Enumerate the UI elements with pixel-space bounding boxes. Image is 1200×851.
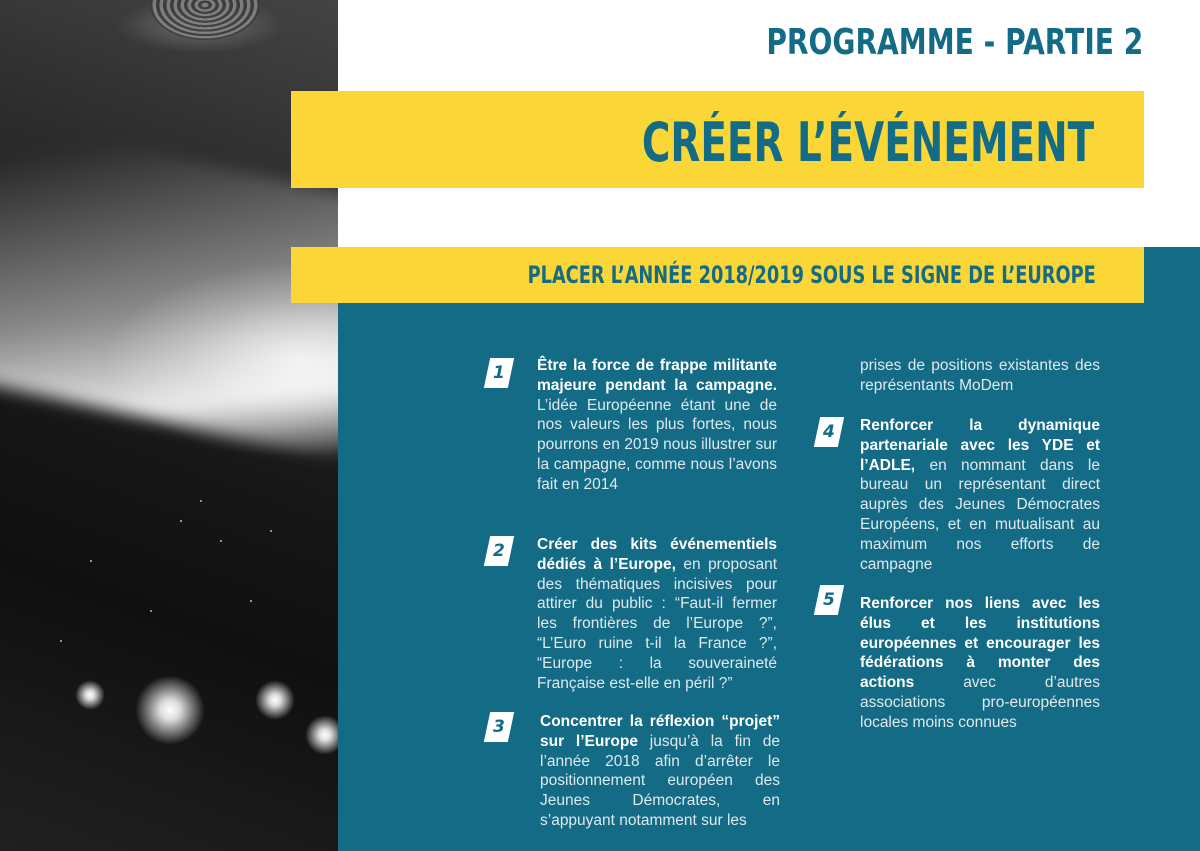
ceiling-vent-decoration — [150, 0, 260, 40]
item-body-text: jusqu’à la fin de l’année 2018 afin d’arrêter le positionnement européen des Jeunes Démocrates, en s’appuyant notamment sur les — [540, 732, 780, 829]
light-speck — [90, 560, 92, 562]
light-flare — [75, 680, 105, 710]
list-item-3 — [540, 712, 780, 831]
list-item-5 — [860, 594, 1100, 733]
list-item-1 — [537, 356, 777, 495]
light-speck — [60, 640, 62, 642]
light-flare — [135, 675, 205, 745]
subtitle-banner — [291, 247, 1144, 303]
item-body-text: prises de positions existantes des représentants MoDem — [860, 357, 1100, 394]
item-strong-text: Renforcer nos liens avec les élus et les institutions européennes et encourager les fédérations à monter des actions — [860, 595, 1100, 692]
light-speck — [150, 610, 152, 612]
item-body-text: en proposant des thématiques incisives pour attirer du public : “Faut-il fermer les frontières de l’Europe ?”, “L’Euro ruine t-il la France ?”, “Europe : la souveraineté Française est-elle en péril ?” — [537, 555, 778, 692]
section-subtitle: PLACER L’ANNÉE 2018/2019 SOUS LE SIGNE DE L’EUROPE — [527, 261, 1096, 289]
light-speck — [180, 520, 182, 522]
title-banner — [291, 91, 1144, 188]
badge-number: 1 — [493, 363, 505, 383]
light-speck — [220, 540, 222, 542]
list-item-3-continued — [860, 356, 1100, 396]
light-flare — [305, 715, 338, 755]
badge-number: 2 — [493, 541, 505, 561]
light-speck — [270, 530, 272, 532]
projector-beam-decoration — [0, 119, 338, 461]
page-title: CRÉER L’ÉVÉNEMENT — [641, 111, 1094, 174]
light-flare — [255, 680, 295, 720]
item-strong-text: Créer des kits événementiels dédiés à l’Europe, — [537, 536, 777, 573]
item-body-text: en nommant dans le bureau un représentant direct auprès des Jeunes Démocrates Européens, et en mutualisant au maximum nos efforts de campagne — [860, 456, 1100, 573]
badge-number: 4 — [823, 422, 835, 442]
item-body-text: avec d’autres associations pro-européennes locales moins connues — [860, 674, 1100, 731]
programme-kicker: PROGRAMME - PARTIE 2 — [766, 22, 1143, 63]
projector-photo — [0, 0, 338, 851]
item-strong-text: Être la force de frappe militante majeure pendant la campagne. — [537, 357, 777, 394]
item-strong-text: Concentrer la réflexion “projet” sur l’Europe — [540, 713, 780, 750]
badge-number: 3 — [493, 717, 505, 737]
light-speck — [250, 600, 252, 602]
item-body-text: L’idée Européenne étant une de nos valeurs les plus fortes, nous pourrons en 2019 nous illustrer sur la campagne, comme nous l’avons fait en 2014 — [537, 396, 777, 493]
list-item-2 — [537, 535, 777, 693]
badge-number: 5 — [823, 590, 835, 610]
list-item-4 — [860, 416, 1100, 574]
item-strong-text: Renforcer la dynamique partenariale avec les YDE et l’ADLE, — [860, 417, 1100, 474]
light-speck — [200, 500, 202, 502]
